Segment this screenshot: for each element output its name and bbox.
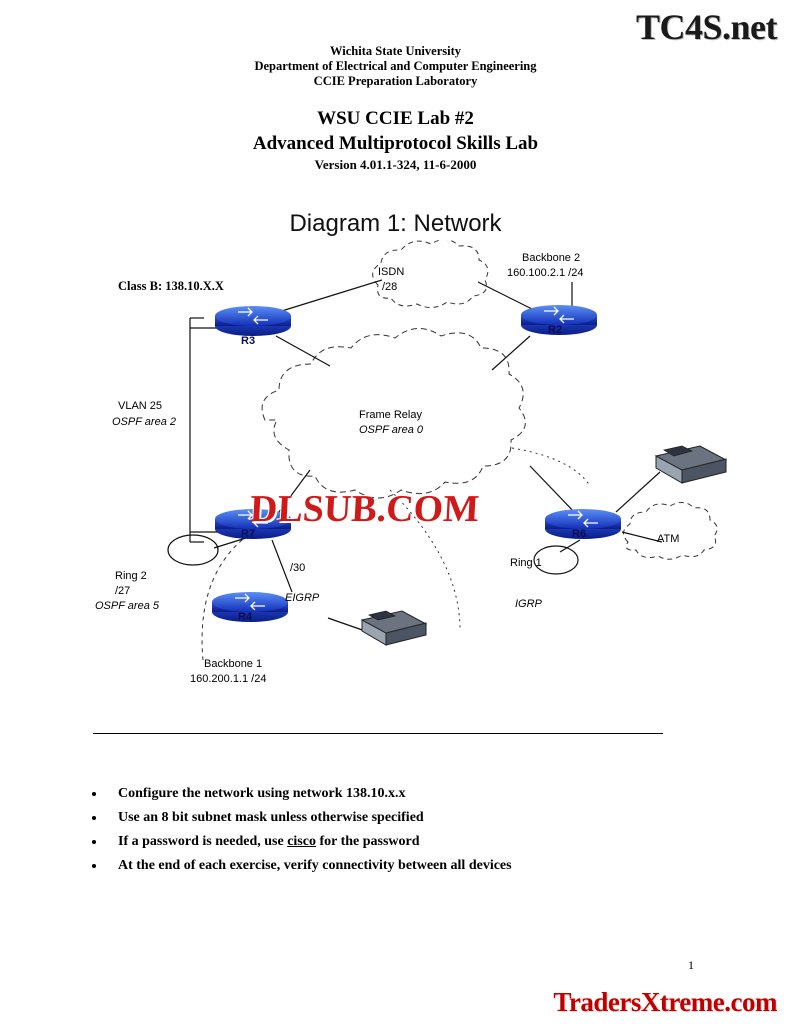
- atm-cloud-label: ATM: [657, 533, 680, 545]
- password-requirement-post: for the password: [315, 834, 420, 849]
- header-university: Wichita State University: [329, 44, 461, 58]
- title-version: Version 4.01.1-324, 11-6-2000: [314, 157, 477, 172]
- terminal-upper-right-icon: [656, 446, 726, 483]
- router-label-r3: R3: [241, 335, 256, 347]
- section-divider: [93, 733, 663, 734]
- list-item: • Use an 8 bit subnet mask unless otherwise specified: [106, 806, 686, 830]
- backbone1-network-label: 160.200.1.1 /24: [190, 673, 267, 685]
- password-value: cisco: [287, 834, 316, 849]
- ring2-area-label: OSPF area 5: [95, 600, 159, 612]
- document-title-block: [0, 106, 791, 174]
- list-item: [106, 830, 686, 854]
- ring2-mask-label: /27: [115, 585, 131, 597]
- list-item: • At the end of each exercise, verify connectivity between all devices: [106, 854, 686, 878]
- ring2-token-ring: [168, 535, 218, 565]
- isdn-cloud-label: ISDN: [378, 266, 405, 278]
- vlan25-area-label: OSPF area 2: [112, 416, 176, 428]
- router-r3-icon: [215, 306, 291, 336]
- ring1-name-label: Ring 1: [510, 557, 542, 569]
- backbone2-name-label: Backbone 2: [522, 252, 581, 264]
- router-label-r7: R7: [241, 528, 256, 540]
- router-label-r2: R2: [548, 324, 563, 336]
- router-label-r6: R6: [572, 528, 587, 540]
- title-subtitle: Advanced Multiprotocol Skills Lab: [252, 133, 539, 154]
- header-laboratory: CCIE Preparation Laboratory: [313, 74, 478, 88]
- igrp-boundary-arc: [390, 448, 590, 630]
- link-mask-30-label: /30: [290, 562, 306, 574]
- network-diagram: [60, 240, 760, 700]
- requirements-list: [86, 782, 686, 878]
- password-requirement-pre: If a password is needed, use: [118, 834, 288, 849]
- eigrp-label: EIGRP: [285, 592, 320, 604]
- backbone1-name-label: Backbone 1: [204, 658, 263, 670]
- frame-relay-area-label: OSPF area 0: [359, 424, 423, 436]
- router-label-r4: R4: [238, 611, 253, 623]
- list-item: • Configure the network using network 138.10.x.x: [106, 782, 686, 806]
- terminal-backbone1-icon: [362, 611, 426, 645]
- page-number: 1: [688, 958, 694, 972]
- vlan25-label: VLAN 25: [118, 400, 163, 412]
- isdn-mask-label: /28: [382, 281, 398, 293]
- watermark-bottom-right: TradersXtreme.com: [553, 987, 777, 1017]
- diagram-heading: Diagram 1: Network: [289, 210, 502, 237]
- ring2-name-label: Ring 2: [115, 570, 147, 582]
- watermark-top-right: TC4S.net: [635, 7, 777, 47]
- header-department: Department of Electrical and Computer Engineering: [254, 59, 537, 73]
- network-diagram-svg: [60, 240, 760, 700]
- backbone2-network-label: 160.100.2.1 /24: [507, 267, 584, 279]
- document-header: [0, 44, 791, 89]
- atm-cloud: [623, 502, 717, 559]
- watermark-center: DLSUB.COM: [248, 488, 481, 530]
- title-lab: WSU CCIE Lab #2: [317, 108, 474, 129]
- igrp-label: IGRP: [515, 598, 542, 610]
- class-b-label: Class B: 138.10.X.X: [118, 279, 224, 293]
- frame-relay-label: Frame Relay: [359, 409, 422, 421]
